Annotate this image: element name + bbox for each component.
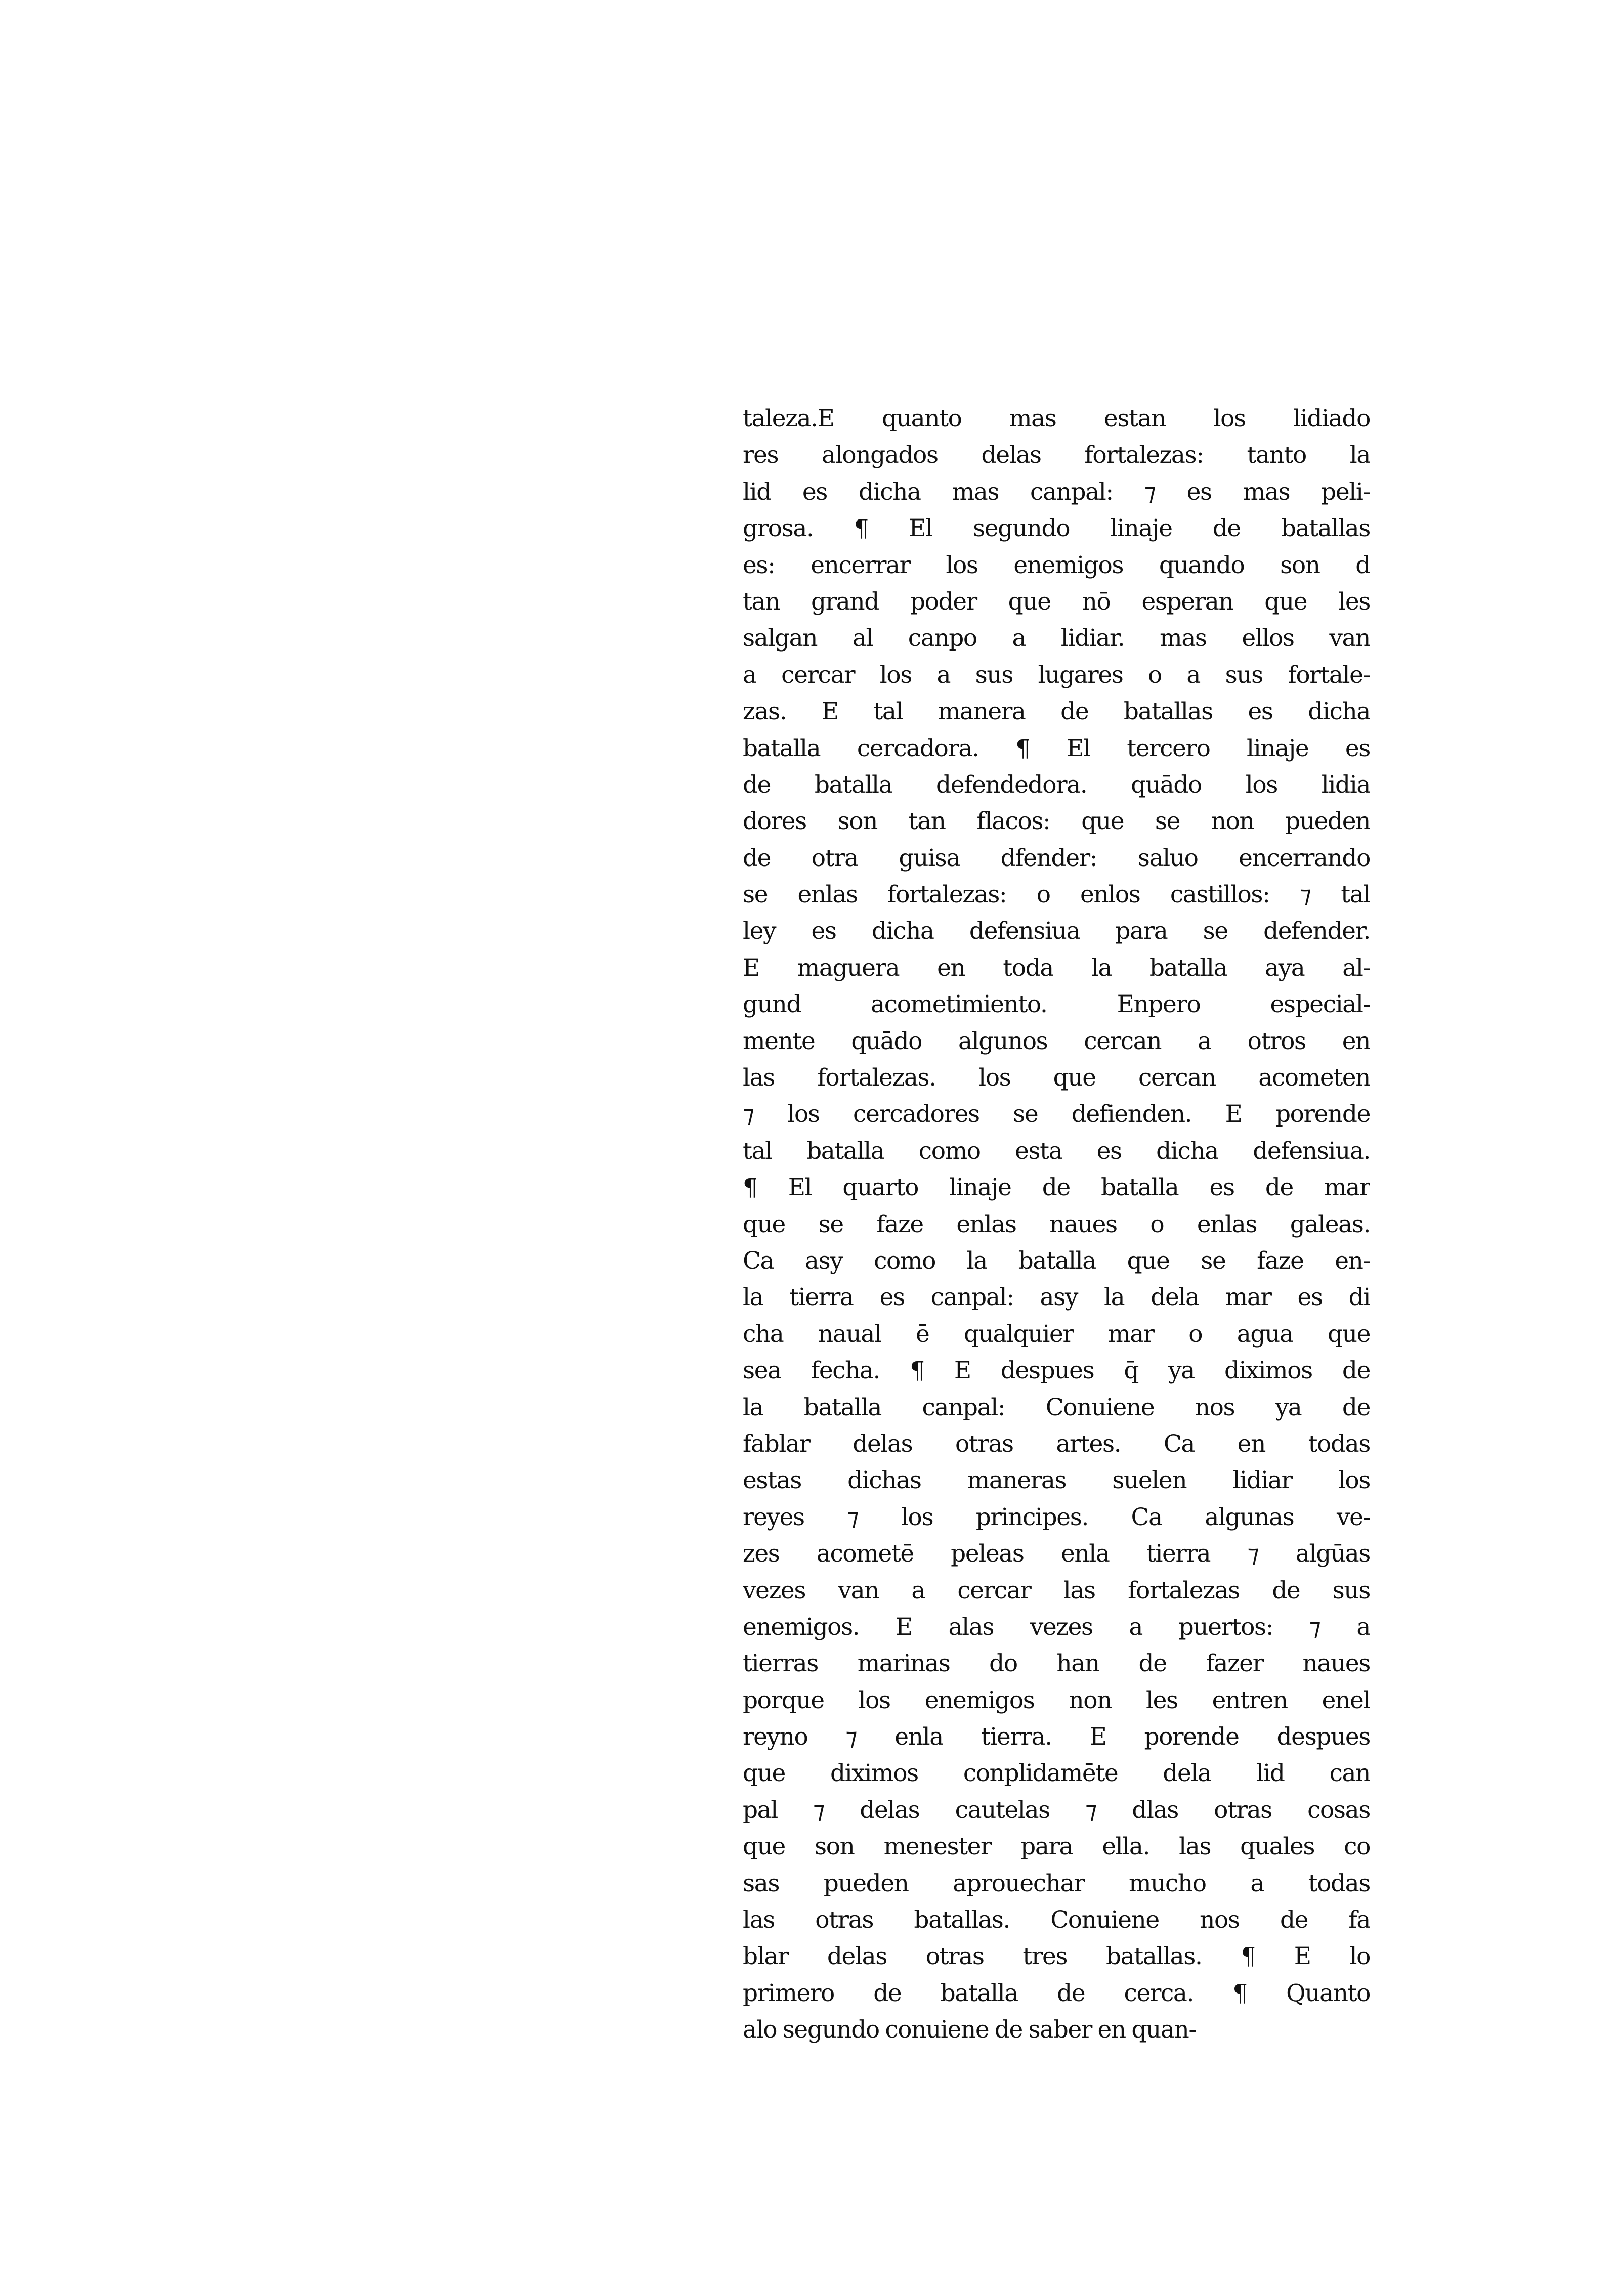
text-line: ⁊ los cercadores se defienden. E porende (743, 1100, 1370, 1129)
text-line: las fortalezas. los que cercan acometen (743, 1064, 1370, 1092)
text-line: sea fecha. ¶ E despues q̄ ya diximos de (743, 1357, 1370, 1385)
text-line: pal ⁊ delas cautelas ⁊ dlas otras cosas (743, 1796, 1370, 1824)
text-line: las otras batallas. Conuiene nos de fa (743, 1906, 1370, 1934)
text-line: tal batalla como esta es dicha defensiua. (743, 1137, 1370, 1165)
text-line: ley es dicha defensiua para se defender. (743, 917, 1370, 945)
text-line: E maguera en toda la batalla aya al- (743, 954, 1370, 982)
text-line: mente quādo algunos cercan a otros en (743, 1027, 1370, 1055)
text-line: que son menester para ella. las quales co (743, 1833, 1370, 1861)
text-line: es: encerrar los enemigos quando son d (743, 551, 1370, 579)
text-line: ¶ El quarto linaje de batalla es de mar (743, 1174, 1370, 1202)
text-line: Ca asy como la batalla que se faze en- (743, 1246, 1370, 1275)
text-line: primero de batalla de cerca. ¶ Quanto (743, 1979, 1370, 2007)
text-line: reyes ⁊ los principes. Ca algunas ve- (743, 1503, 1370, 1531)
text-line: tan grand poder que nō esperan que les (743, 587, 1370, 616)
text-line: grosa. ¶ El segundo linaje de batallas (743, 514, 1370, 543)
text-line: res alongados delas fortalezas: tanto la (743, 441, 1370, 469)
text-line: cha naual ē qualquier mar o agua que (743, 1320, 1370, 1348)
text-line: que se faze enlas naues o enlas galeas. (743, 1210, 1370, 1238)
text-line: se enlas fortalezas: o enlos castillos: ⁊ tal (743, 881, 1370, 909)
text-line: sas pueden aprouechar mucho a todas (743, 1869, 1370, 1897)
text-line: enemigos. E alas vezes a puertos: ⁊ a (743, 1613, 1370, 1641)
text-line: porque los enemigos non les entren enel (743, 1686, 1370, 1714)
text-line: lid es dicha mas canpal: ⁊ es mas peli- (743, 478, 1370, 506)
text-line: a cercar los a sus lugares o a sus fortale- (743, 661, 1370, 689)
text-line: zes acometē peleas enla tierra ⁊ algūas (743, 1540, 1370, 1568)
text-line: salgan al canpo a lidiar. mas ellos van (743, 624, 1370, 653)
text-line: zas. E tal manera de batallas es dicha (743, 698, 1370, 726)
text-line: gund acometimiento. Enpero especial- (743, 990, 1370, 1019)
text-line: vezes van a cercar las fortalezas de sus (743, 1576, 1370, 1605)
text-line: alo segundo conuiene de saber en quan- (743, 2016, 1196, 2044)
text-line: la tierra es canpal: asy la dela mar es di (743, 1283, 1370, 1312)
text-line: que diximos conplidamēte dela lid can (743, 1759, 1370, 1788)
text-line: estas dichas maneras suelen lidiar los (743, 1466, 1370, 1495)
text-line: de otra guisa dfender: saluo encerrando (743, 844, 1370, 872)
text-line: blar delas otras tres batallas. ¶ E lo (743, 1942, 1370, 1971)
text-line: fablar delas otras artes. Ca en todas (743, 1429, 1370, 1458)
text-line: la batalla canpal: Conuiene nos ya de (743, 1393, 1370, 1421)
text-line: taleza.E quanto mas estan los lidiado (743, 405, 1370, 432)
text-line: de batalla defendedora. quādo los lidia (743, 770, 1370, 799)
text-line: batalla cercadora. ¶ El tercero linaje es (743, 734, 1370, 762)
text-line: tierras marinas do han de fazer naues (743, 1650, 1370, 1678)
text-line: reyno ⁊ enla tierra. E porende despues (743, 1723, 1370, 1751)
text-column (743, 401, 1370, 2049)
text-line: dores son tan flacos: que se non pueden (743, 807, 1370, 836)
